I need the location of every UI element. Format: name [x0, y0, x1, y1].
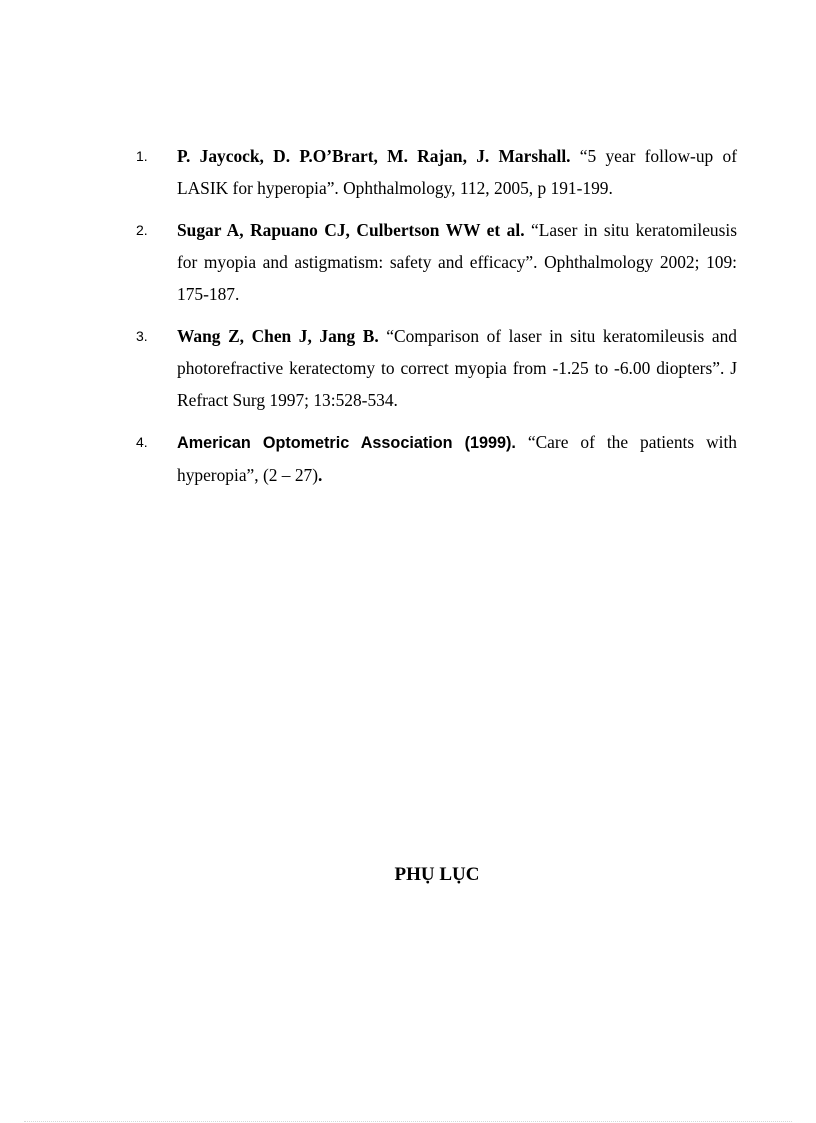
reference-item	[0, 214, 816, 310]
reference-text	[177, 426, 737, 491]
reference-list	[0, 140, 816, 501]
reference-text	[177, 214, 737, 310]
reference-item	[0, 426, 816, 491]
reference-authors: P. Jaycock, D. P.O’Brart, M. Rajan, J. Marshall.	[177, 146, 571, 166]
reference-authors: American Optometric Association (1999).	[177, 434, 516, 452]
reference-citation: “Comparison of laser in situ keratomileusis and photorefractive keratectomy to correct myopia from -1.25 to -6.00 diopters”. J Refract Surg 1997; 13:528-534.	[177, 326, 737, 410]
reference-number: 2.	[136, 222, 148, 238]
reference-number: 4.	[136, 434, 148, 450]
reference-item	[0, 320, 816, 416]
reference-text	[177, 320, 737, 416]
reference-text	[177, 140, 737, 204]
reference-authors: Sugar A, Rapuano CJ, Culbertson WW et al.	[177, 220, 525, 240]
reference-number: 1.	[136, 148, 148, 164]
page-bottom-divider	[24, 1121, 792, 1122]
reference-citation: “5 year follow-up of LASIK for hyperopia”. Ophthalmology, 112, 2005, p 191-199.	[177, 146, 737, 198]
appendix-heading: PHỤ LỤC	[394, 864, 480, 885]
reference-item	[0, 140, 816, 204]
reference-trailing-period: .	[318, 465, 323, 485]
reference-citation: “Care of the patients with hyperopia”, (2 – 27)	[177, 432, 737, 485]
reference-authors: Wang Z, Chen J, Jang B.	[177, 326, 379, 346]
reference-number: 3.	[136, 328, 148, 344]
reference-citation: “Laser in situ keratomileusis for myopia and astigmatism: safety and efficacy”. Ophthalmology 2002; 109: 175-187.	[177, 220, 737, 304]
